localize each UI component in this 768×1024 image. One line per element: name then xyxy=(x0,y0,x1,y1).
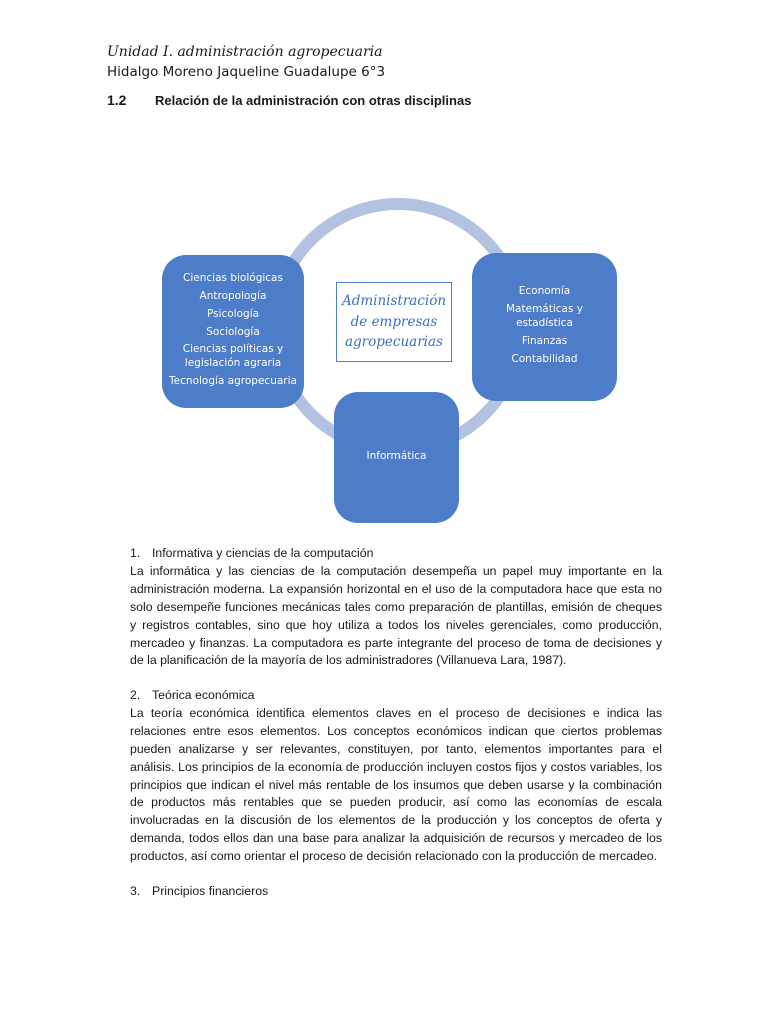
item-teoria-economica xyxy=(130,687,662,866)
section-heading xyxy=(107,92,471,108)
item-paragraph: La teoría económica identifica elementos claves en el proceso de decisiones e indica las relaciones entre esos elementos. Los conceptos económicos indican que ciertos problemas pueden analizarse y ser relevantes, constituyen, por tanto, elementos importantes para el análisis. Los principios de la economía de producción incluyen costos fijos y costos variables, los principios que indican el nivel más rentable de los insumos que deben usarse y la combinación de productos más rentables que se pueden producir, así como las economías de escala involucradas en la discusión de los elementos de la producción y los conceptos de oferta y demanda, todos ellos dan una base para analizar la adquisición de recursos y mercadeo de los productos, así como orientar el proceso de decisión relacionado con la producción de mercadeo. xyxy=(130,705,662,864)
node-left-disciplines xyxy=(162,255,304,408)
section-title: Relación de la administración con otras disciplinas xyxy=(155,93,472,108)
node-bottom-informatica xyxy=(334,392,459,523)
node-right-item: Matemáticas y estadística xyxy=(506,303,583,330)
unit-header: Unidad I. administración agropecuaria xyxy=(107,44,383,60)
item-title-text: Teórica económica xyxy=(152,688,255,702)
cycle-ring xyxy=(269,198,527,456)
node-left-item: Antropología xyxy=(199,289,267,302)
node-left-item: Ciencias políticas y legislación agraria xyxy=(182,343,284,370)
item-title-text: Informativa y ciencias de la computación xyxy=(152,546,374,560)
item-number: 2. xyxy=(130,688,141,702)
node-left-item: Sociología xyxy=(206,325,260,338)
author-line: Hidalgo Moreno Jaqueline Guadalupe 6°3 xyxy=(107,64,386,80)
section-number: 1.2 xyxy=(107,92,127,108)
node-right-item: Contabilidad xyxy=(511,352,578,365)
node-right-item: Economía xyxy=(518,285,571,298)
node-left-item: Ciencias biológicas xyxy=(183,271,283,284)
item-title xyxy=(130,883,662,901)
item-informatica xyxy=(130,545,662,670)
center-title-box xyxy=(336,282,452,362)
node-left-item: Tecnología agropecuaria xyxy=(169,375,297,388)
item-title xyxy=(130,545,662,563)
item-principios-financieros xyxy=(130,883,662,901)
node-bottom-item: Informática xyxy=(366,449,427,462)
item-title-text: Principios financieros xyxy=(152,884,269,898)
item-number: 1. xyxy=(130,546,141,560)
center-title-line: Administración xyxy=(341,292,447,309)
node-right-item: Finanzas xyxy=(521,334,568,347)
center-title-line: de empresas xyxy=(350,313,438,330)
node-left-item: Psicología xyxy=(206,307,260,320)
item-paragraph: La informática y las ciencias de la computación desempeña un papel muy importante en la administración moderna. La expansión horizontal en el uso de la computadora hace que esta no solo desempeñe funciones mecánicas tales como preparación de plantillas, emisión de cheques y registros contables, sino que hoy utiliza a todos los niveles gerenciales, como producción, mercadeo y finanzas. La computadora es parte integrante del proceso de toma de decisiones y de la planificación de la mayoría de los administradores (Villanueva Lara, 1987). xyxy=(130,563,662,668)
item-number: 3. xyxy=(130,884,141,898)
node-right-disciplines xyxy=(472,253,617,401)
item-title xyxy=(130,687,662,705)
center-title-line: agropecuarias xyxy=(345,334,443,351)
